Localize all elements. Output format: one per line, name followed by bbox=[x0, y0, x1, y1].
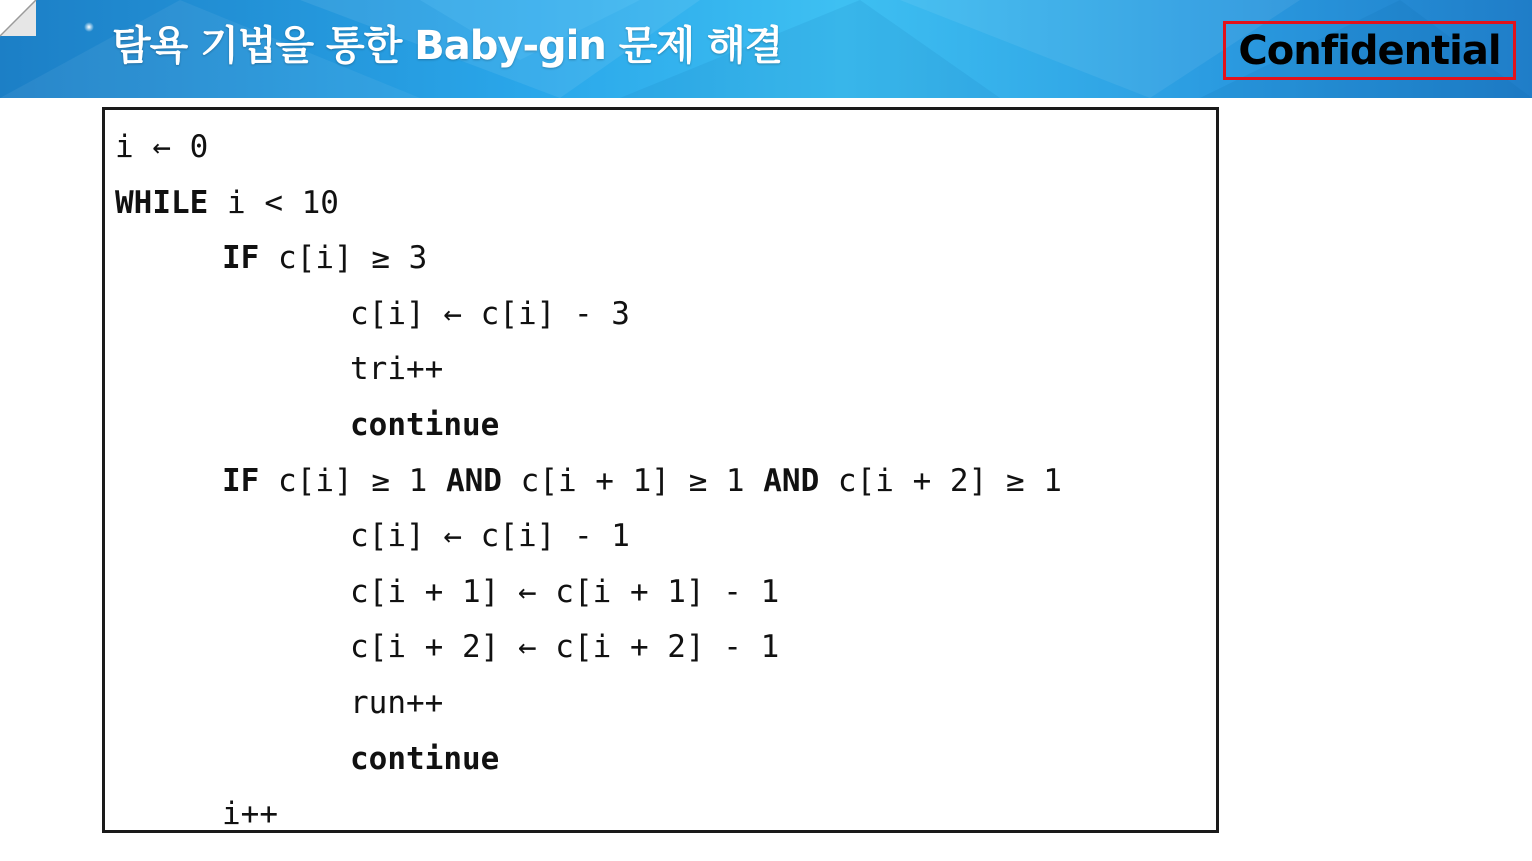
code-keyword: WHILE bbox=[115, 184, 209, 221]
code-keyword: continue bbox=[350, 740, 500, 777]
code-line bbox=[115, 119, 208, 175]
code-keyword: continue bbox=[350, 407, 500, 443]
code-line bbox=[350, 564, 779, 620]
code-keyword: AND bbox=[763, 462, 820, 499]
code-keyword: IF bbox=[222, 462, 260, 499]
code-line bbox=[350, 508, 630, 564]
code-line bbox=[222, 453, 1062, 509]
code-line bbox=[350, 286, 630, 342]
code-text: c[i] ← c[i] - 3 bbox=[350, 295, 630, 332]
code-line bbox=[222, 786, 278, 833]
code-keyword: AND bbox=[445, 462, 502, 499]
code-text: c[i] ← c[i] - 1 bbox=[350, 518, 630, 555]
code-line bbox=[115, 175, 339, 231]
code-line bbox=[350, 731, 499, 787]
slide-title: 탐욕 기법을 통한 Baby-gin 문제 해결 bbox=[112, 23, 783, 69]
code-text: i ← 0 bbox=[115, 129, 209, 165]
pseudocode-box bbox=[102, 107, 1219, 833]
code-line bbox=[350, 675, 443, 731]
code-line bbox=[222, 230, 427, 286]
code-text: run++ bbox=[350, 685, 444, 721]
page-fold-icon bbox=[0, 0, 40, 40]
code-text: i < 10 bbox=[208, 184, 339, 221]
confidential-badge bbox=[1223, 21, 1516, 80]
code-line bbox=[350, 619, 779, 675]
code-text: c[i + 2] ≥ 1 bbox=[819, 462, 1062, 499]
code-text: c[i] ≥ 3 bbox=[259, 240, 428, 277]
code-text: c[i + 2] ← c[i + 2] - 1 bbox=[350, 629, 780, 666]
code-text: c[i + 1] ≥ 1 bbox=[501, 462, 764, 499]
code-text: c[i + 1] ← c[i + 1] - 1 bbox=[350, 573, 780, 610]
sparkle-icon bbox=[84, 22, 94, 32]
confidential-label: Confidential bbox=[1238, 27, 1501, 74]
code-keyword: IF bbox=[222, 240, 260, 277]
code-text: i++ bbox=[222, 796, 278, 833]
code-line bbox=[350, 397, 499, 453]
code-text: tri++ bbox=[350, 351, 444, 388]
code-line bbox=[350, 341, 443, 397]
code-text: c[i] ≥ 1 bbox=[259, 462, 446, 499]
